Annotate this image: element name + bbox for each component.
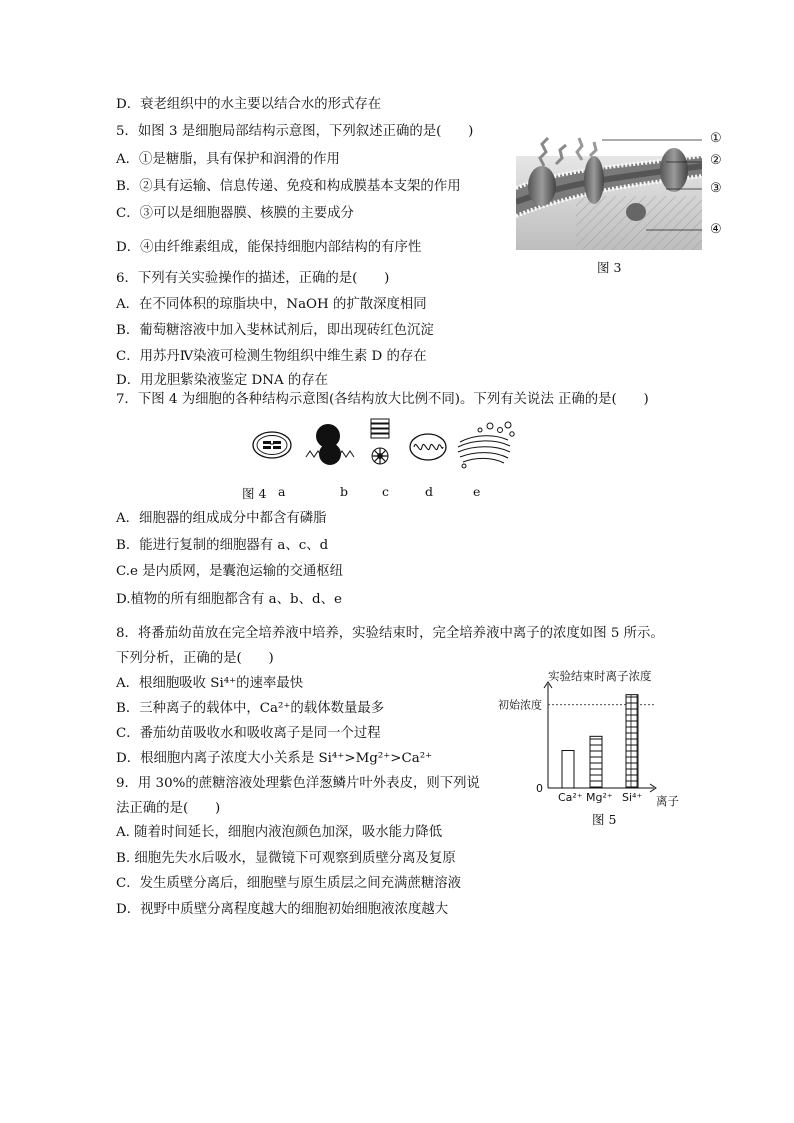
x-tick-label-0: Ca²⁺: [558, 791, 583, 804]
figure4-label-e: e: [473, 484, 481, 499]
q6-option-b: B．葡萄糖溶液中加入斐林试剂后，即出现砖红色沉淀: [116, 323, 434, 338]
figure3-callout-1: ①: [710, 131, 722, 146]
q8-stem-line1: 8．将番茄幼苗放在完全培养液中培养，实验结束时，完全培养液中离子的浓度如图 5 所示。: [116, 626, 664, 641]
x-tick-label-1: Mg²⁺: [586, 791, 613, 804]
q9-stem-line1: 9．用 30%的蔗糖溶液处理紫色洋葱鳞片叶外表皮，则下列说: [116, 776, 480, 791]
q6-option-c: C．用苏丹Ⅳ染液可检测生物组织中维生素 D 的存在: [116, 349, 427, 364]
figure4-label-c: c: [382, 484, 390, 499]
figure4-caption: 图 4: [242, 486, 267, 501]
q8-option-a: A．根细胞吸收 Si⁴⁺的速率最快: [116, 676, 304, 691]
q8-option-c: C．番茄幼苗吸收水和吸收离子是同一个过程: [116, 726, 381, 741]
bar-0: [562, 751, 574, 789]
initial-concentration-label: 初始浓度: [498, 698, 542, 712]
origin-label: 0: [536, 782, 543, 795]
figure5-caption: 图 5: [592, 812, 617, 827]
bar-2: [626, 695, 638, 788]
q9-option-b: B. 细胞先失水后吸水，显微镜下可观察到质壁分离及复原: [116, 851, 456, 866]
chart-title: 实验结束时离子浓度: [548, 669, 652, 683]
figure4-label-b: b: [340, 484, 349, 499]
figure5-ion-chart: [490, 664, 690, 824]
q6-stem: 6．下列有关实验操作的描述，正确的是( ): [116, 271, 390, 286]
bar-1: [590, 736, 602, 788]
figure3-caption: 图 3: [597, 260, 622, 275]
q5-option-a: A．①是糖脂，具有保护和润滑的作用: [116, 152, 340, 167]
figure3-callout-3: ③: [710, 181, 722, 196]
q5-option-d: D．④由纤维素组成，能保持细胞内部结构的有序性: [116, 240, 422, 255]
q5-option-b: B．②具有运输、信息传递、免疫和构成膜基本支架的作用: [116, 179, 461, 194]
figure4-label-a: a: [278, 484, 286, 499]
q7-stem: 7．下图 4 为细胞的各种结构示意图(各结构放大比例不同)。下列有关说法 正确的是( ): [116, 392, 649, 407]
q7-option-b: B．能进行复制的细胞器有 a、c、d: [116, 538, 329, 553]
q8-stem-line2: 下列分析，正确的是( ): [116, 651, 274, 666]
figure4-organelles: [250, 416, 520, 472]
q9-stem-line2: 法正确的是( ): [116, 801, 221, 816]
q4-option-d: D．衰老组织中的水主要以结合水的形式存在: [116, 97, 382, 112]
figure3-callout-2: ②: [710, 153, 722, 168]
x-tick-label-2: Si⁴⁺: [622, 791, 643, 804]
figure3-callout-4: ④: [710, 222, 722, 237]
q9-option-a: A. 随着时间延长，细胞内液泡颜色加深，吸水能力降低: [116, 825, 443, 840]
q7-option-a: A．细胞器的组成成分中都含有磷脂: [116, 511, 327, 526]
figure3-membrane-diagram: [516, 126, 702, 250]
q6-option-a: A．在不同体积的琼脂块中，NaOH 的扩散深度相同: [116, 297, 427, 312]
x-axis-label: 离子: [656, 794, 679, 808]
q6-option-d: D．用龙胆紫染液鉴定 DNA 的存在: [116, 373, 329, 388]
q7-option-d: D.植物的所有细胞都含有 a、b、d、e: [116, 592, 342, 607]
q8-option-b: B．三种离子的载体中，Ca²⁺的载体数量最多: [116, 701, 385, 716]
q8-option-d: D．根细胞内离子浓度大小关系是 Si⁴⁺>Mg²⁺>Ca²⁺: [116, 751, 433, 766]
q9-option-d: D．视野中质壁分离程度越大的细胞初始细胞液浓度越大: [116, 902, 449, 917]
q7-option-c: C.e 是内质网，是囊泡运输的交通枢纽: [116, 564, 344, 579]
q5-stem: 5．如图 3 是细胞局部结构示意图，下列叙述正确的是( ): [116, 124, 474, 139]
q5-option-c: C．③可以是细胞器膜、核膜的主要成分: [116, 206, 354, 221]
q9-option-c: C．发生质壁分离后，细胞壁与原生质层之间充满蔗糖溶液: [116, 876, 462, 891]
figure4-label-d: d: [425, 484, 434, 499]
